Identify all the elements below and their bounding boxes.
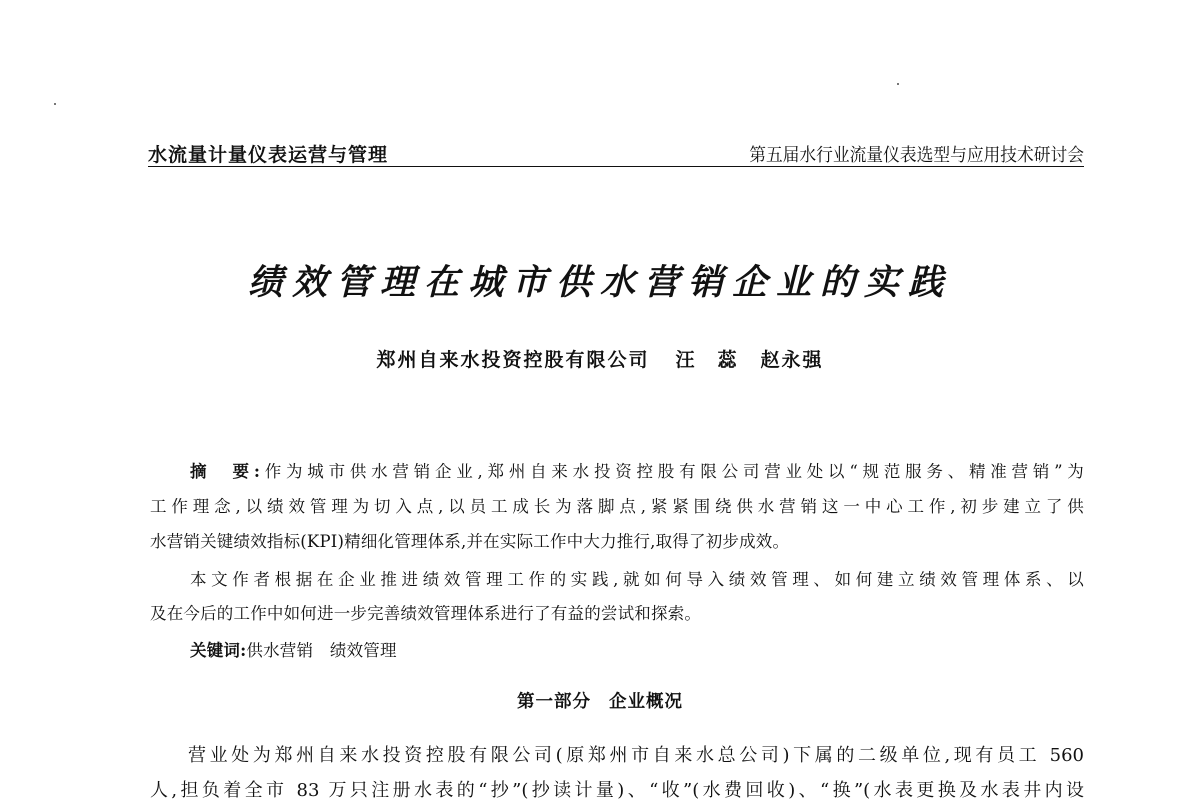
abstract-line: 工作理念,以绩效管理为切入点,以员工成长为落脚点,紧紧围绕供水营销这一中心工作,初步建立了供 [150,497,1084,516]
header-rule [148,166,1084,167]
scan-speck [897,83,899,85]
body-paragraph-line: 营业处为郑州自来水投资控股有限公司(原郑州市自来水总公司)下属的二级单位,现有员工 560 [188,745,1084,766]
section-title: 企业概况 [609,692,683,712]
author-name: 汪 蕊 [675,349,739,371]
abstract-line [190,458,1084,482]
abstract-line: 本文作者根据在企业推进绩效管理工作的实践,就如何导入绩效管理、如何建立绩效管理体系、以 [190,570,1084,589]
scan-speck [54,103,56,105]
abstract-label: 摘 要: [190,462,261,481]
section-number: 第一部分 [517,692,591,712]
abstract-line: 水营销关键绩效指标(KPI)精细化管理体系,并在实际工作中大力推行,取得了初步成效。 [150,532,790,551]
abstract-line: 及在今后的工作中如何进一步完善绩效管理体系进行了有益的尝试和探索。 [150,604,702,623]
running-header-left: 水流量计量仪表运营与管理 [148,144,389,166]
running-header-right: 第五届水行业流量仪表选型与应用技术研讨会 [749,145,1084,166]
author-name: 赵永强 [760,349,824,371]
author-line [0,345,1200,372]
affiliation: 郑州自来水投资控股有限公司 [376,349,650,371]
paper-title: 绩效管理在城市供水营销企业的实践 [247,262,952,303]
body-paragraph-line: 人,担负着全市 83 万只注册水表的“抄”(抄读计量)、“收”(水费回收)、“换”(水表更换及水表井内设 [150,780,1084,801]
keywords-line [190,637,1084,661]
keywords-values: 供水营销 绩效管理 [246,641,397,660]
section-heading [0,688,1200,713]
keywords-label: 关键词: [190,641,247,660]
abstract-text: 作为城市供水营销企业,郑州自来水投资控股有限公司营业处以“规范服务、精准营销”为 [260,462,1084,481]
